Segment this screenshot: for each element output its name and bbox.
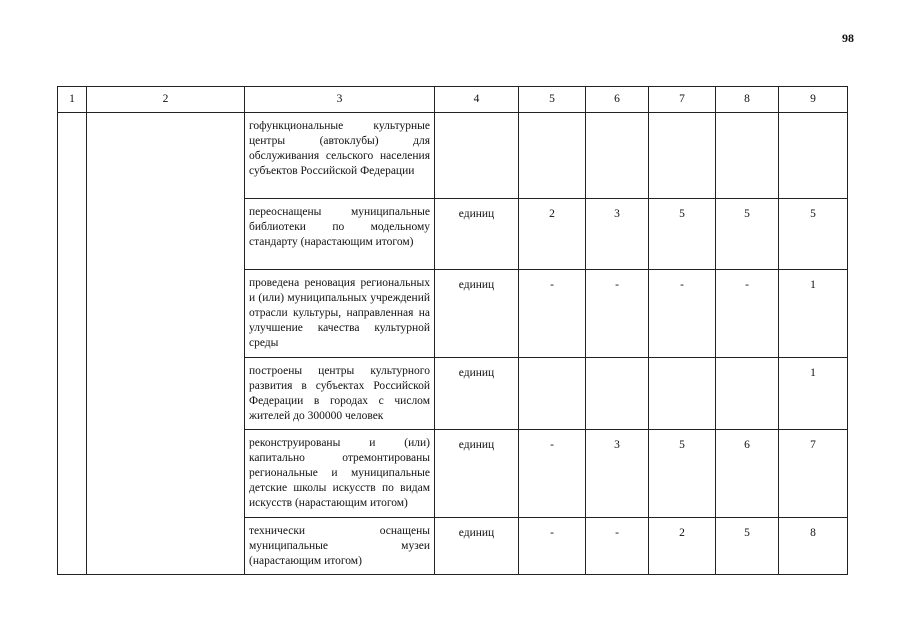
column-header: 9 xyxy=(779,87,848,113)
column-header: 4 xyxy=(435,87,519,113)
value-cell: - xyxy=(519,270,586,358)
value-cell xyxy=(586,358,649,430)
value-cell: - xyxy=(586,270,649,358)
value-cell: - xyxy=(519,430,586,518)
value-cell: 1 xyxy=(779,270,848,358)
value-cell xyxy=(716,358,779,430)
column-header: 6 xyxy=(586,87,649,113)
value-cell xyxy=(519,358,586,430)
table-header-row xyxy=(58,87,848,113)
indicator-description: гофункциональные культурные центры (автоклубы) для обслуживания сельского населения субъектов Российской Федерации xyxy=(245,113,435,199)
column-2-cell xyxy=(87,113,245,575)
value-cell: 5 xyxy=(716,518,779,575)
column-header: 3 xyxy=(245,87,435,113)
value-cell: - xyxy=(649,270,716,358)
indicator-description: реконструированы и (или) капитально отремонтированы региональные и муниципальные детские школы искусств по видам искусств (нарастающим итогом) xyxy=(245,430,435,518)
value-cell xyxy=(586,113,649,199)
value-cell: 5 xyxy=(779,199,848,270)
column-header: 8 xyxy=(716,87,779,113)
value-cell xyxy=(649,113,716,199)
value-cell: 7 xyxy=(779,430,848,518)
value-cell: - xyxy=(519,518,586,575)
page-number: 98 xyxy=(842,31,854,45)
value-cell: 2 xyxy=(649,518,716,575)
value-cell: 3 xyxy=(586,430,649,518)
value-cell: - xyxy=(586,518,649,575)
indicator-description: построены центры культурного развития в субъектах Российской Федерации в городах с числом жителей до 300000 человек xyxy=(245,358,435,430)
value-cell: 3 xyxy=(586,199,649,270)
value-cell: 1 xyxy=(779,358,848,430)
value-cell xyxy=(779,113,848,199)
value-cell: 2 xyxy=(519,199,586,270)
table-row xyxy=(58,113,848,199)
column-header: 2 xyxy=(87,87,245,113)
indicator-description: переоснащены муниципальные библиотеки по модельному стандарту (нарастающим итогом) xyxy=(245,199,435,270)
unit-cell: единиц xyxy=(435,518,519,575)
value-cell: 5 xyxy=(649,430,716,518)
column-header: 5 xyxy=(519,87,586,113)
value-cell: - xyxy=(716,270,779,358)
unit-cell: единиц xyxy=(435,199,519,270)
value-cell: 5 xyxy=(716,199,779,270)
unit-cell: единиц xyxy=(435,430,519,518)
unit-cell xyxy=(435,113,519,199)
value-cell xyxy=(649,358,716,430)
column-header: 7 xyxy=(649,87,716,113)
value-cell xyxy=(716,113,779,199)
indicator-description: технически оснащены муниципальные музеи (нарастающим итогом) xyxy=(245,518,435,575)
column-header: 1 xyxy=(58,87,87,113)
value-cell: 6 xyxy=(716,430,779,518)
indicators-table xyxy=(57,86,848,575)
value-cell: 5 xyxy=(649,199,716,270)
unit-cell: единиц xyxy=(435,270,519,358)
unit-cell: единиц xyxy=(435,358,519,430)
value-cell: 8 xyxy=(779,518,848,575)
column-1-cell xyxy=(58,113,87,575)
indicator-description: проведена реновация региональных и (или) муниципальных учреждений отрасли культуры, направленная на улучшение качества культурной среды xyxy=(245,270,435,358)
value-cell xyxy=(519,113,586,199)
